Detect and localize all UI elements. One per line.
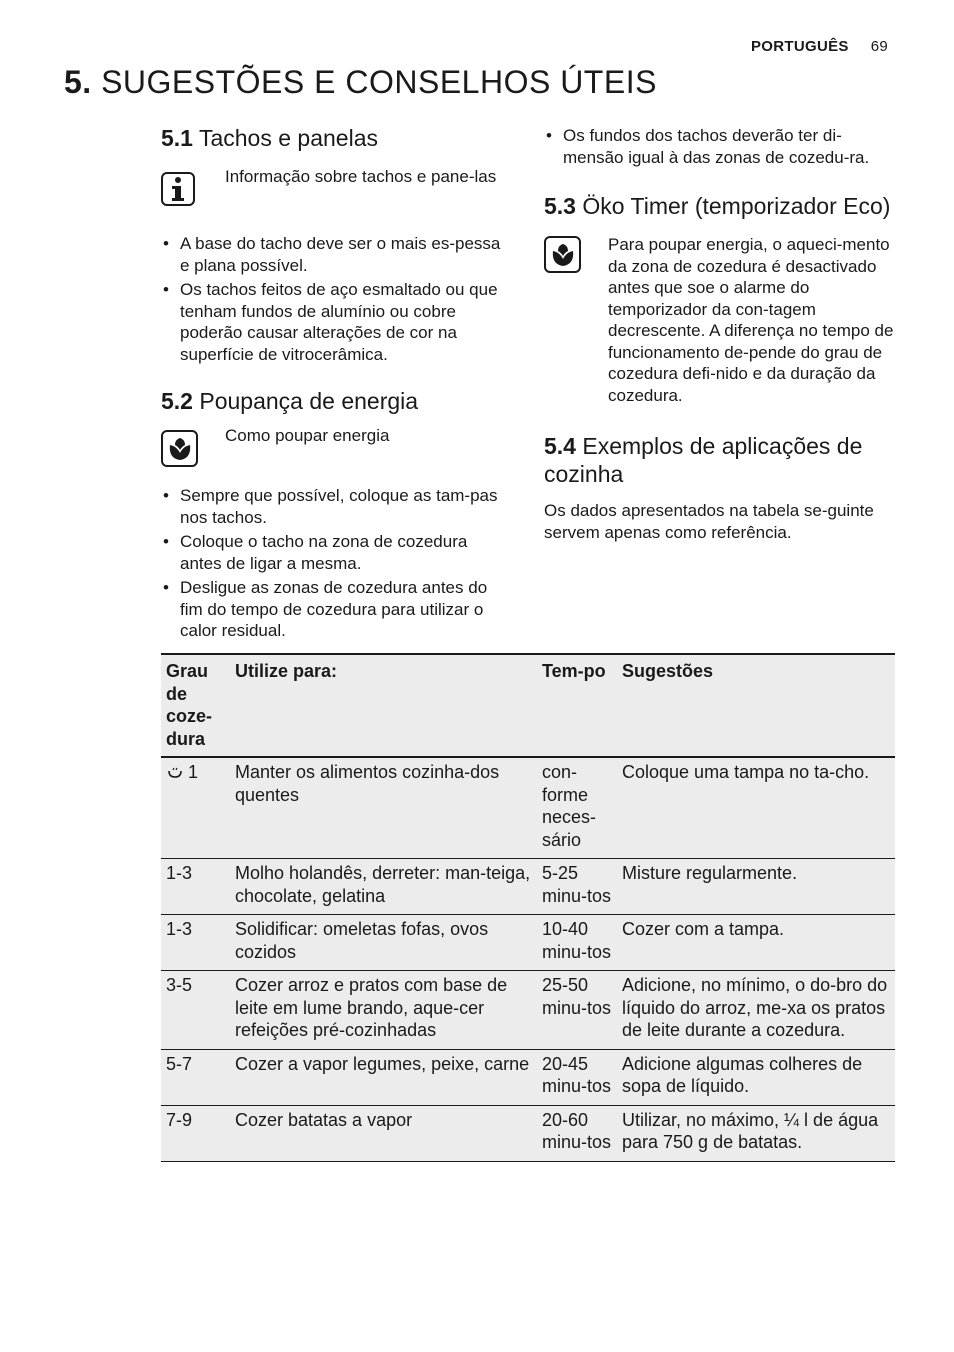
left-column [161, 124, 511, 645]
eco-timer-note-text: Para poupar energia, o aqueci-mento da zona de cozedura é desactivado antes que soe o alarme do temporizador da con-tagem decrescente. A diferença no tempo de funcionamento de-pende do grau de cozedura defi-nido e da duração da cozedura. [608, 235, 894, 405]
cell-tempo: con-forme neces-sário [537, 757, 617, 859]
section-title: Exemplos de aplicações de cozinha [544, 433, 863, 487]
right-top-bullets [544, 125, 894, 168]
cell-uso: Cozer batatas a vapor [230, 1105, 537, 1161]
list-item: • Os fundos dos tachos deverão ter di-mensão igual à das zonas de cozedu-ra. [544, 125, 894, 168]
header-sugestoes: Sugestões [617, 654, 895, 757]
cell-grau: 3-5 [161, 971, 230, 1050]
keep-warm-icon [166, 765, 184, 779]
cell-grau: 1-3 [161, 915, 230, 971]
eco-note-text: Como poupar energia [225, 426, 390, 445]
info-note [161, 166, 511, 220]
section-5-1-heading [161, 124, 511, 152]
cell-tempo: 5-25 minu-tos [537, 859, 617, 915]
eco-note [161, 425, 511, 483]
list-item: • Os tachos feitos de aço esmaltado ou que tenham fundos de alumínio ou cobre poderão causar alterações de cor na superfície de vitrocerâmica. [161, 279, 511, 365]
eco-timer-note [544, 234, 894, 406]
table-row [161, 971, 895, 1050]
cooking-applications-table [161, 653, 895, 1162]
cell-sugestao: Cozer com a tampa. [617, 915, 895, 971]
list-item: • A base do tacho deve ser o mais es-pessa e plana possível. [161, 233, 511, 276]
cell-tempo: 10-40 minu-tos [537, 915, 617, 971]
section-5-4-intro: Os dados apresentados na tabela se-guinte servem apenas como referência. [544, 501, 874, 542]
chapter-number: 5. [64, 64, 92, 100]
section-5-4-heading [544, 432, 894, 488]
info-note-text: Informação sobre tachos e pane-las [225, 167, 497, 186]
section-number: 5.2 [161, 388, 193, 414]
table-row [161, 1049, 895, 1105]
section-5-1-bullets [161, 233, 511, 365]
section-5-2-bullets [161, 485, 511, 642]
info-icon [161, 172, 195, 206]
cell-grau: 7-9 [161, 1105, 230, 1161]
section-5-2-heading [161, 387, 511, 415]
chapter-title-text: SUGESTÕES E CONSELHOS ÚTEIS [101, 64, 657, 100]
cell-uso: Cozer arroz e pratos com base de leite em lume brando, aque-cer refeições pré-cozinhadas [230, 971, 537, 1050]
header-uso: Utilize para: [230, 654, 537, 757]
section-title: Öko Timer (temporizador Eco) [582, 193, 891, 219]
chapter-title [64, 64, 657, 101]
cell-uso: Solidificar: omeletas fofas, ovos cozidos [230, 915, 537, 971]
list-item: • Coloque o tacho na zona de cozedura antes de ligar a mesma. [161, 531, 511, 574]
grau-value: 1 [188, 762, 199, 782]
list-item: • Sempre que possível, coloque as tam-pas nos tachos. [161, 485, 511, 528]
cell-sugestao: Utilizar, no máximo, ¼ l de água para 750 g de batatas. [617, 1105, 895, 1161]
cell-grau: 5-7 [161, 1049, 230, 1105]
page-number: 69 [870, 38, 888, 55]
eco-leaf-icon [544, 236, 581, 273]
header-grau: Grau de coze-dura [161, 654, 230, 757]
table-row [161, 859, 895, 915]
cell-sugestao: Coloque uma tampa no ta-cho. [617, 757, 895, 859]
section-number: 5.3 [544, 193, 576, 219]
cell-tempo: 20-45 minu-tos [537, 1049, 617, 1105]
section-number: 5.4 [544, 433, 576, 459]
table-header-row [161, 654, 895, 757]
header-tempo: Tem-po [537, 654, 617, 757]
section-5-3-heading [544, 192, 894, 220]
page-header [751, 38, 888, 55]
table-row [161, 1105, 895, 1161]
cell-tempo: 25-50 minu-tos [537, 971, 617, 1050]
cell-sugestao: Misture regularmente. [617, 859, 895, 915]
cell-grau [161, 757, 230, 859]
list-item: • Desligue as zonas de cozedura antes do fim do tempo de cozedura para utilizar o calor residual. [161, 577, 511, 642]
cell-uso: Manter os alimentos cozinha-dos quentes [230, 757, 537, 859]
cell-uso: Molho holandês, derreter: man-teiga, chocolate, gelatina [230, 859, 537, 915]
eco-leaf-icon [161, 430, 198, 467]
cell-sugestao: Adicione algumas colheres de sopa de líquido. [617, 1049, 895, 1105]
cell-sugestao: Adicione, no mínimo, o do-bro do líquido do arroz, me-xa os pratos de leite durante a cozedura. [617, 971, 895, 1050]
section-number: 5.1 [161, 125, 193, 151]
table-row [161, 915, 895, 971]
section-title: Poupança de energia [199, 388, 419, 414]
table-row [161, 757, 895, 859]
cell-tempo: 20-60 minu-tos [537, 1105, 617, 1161]
cell-uso: Cozer a vapor legumes, peixe, carne [230, 1049, 537, 1105]
cell-grau: 1-3 [161, 859, 230, 915]
language-label: PORTUGUÊS [750, 38, 849, 55]
right-column [544, 124, 894, 543]
section-title: Tachos e panelas [198, 125, 378, 151]
